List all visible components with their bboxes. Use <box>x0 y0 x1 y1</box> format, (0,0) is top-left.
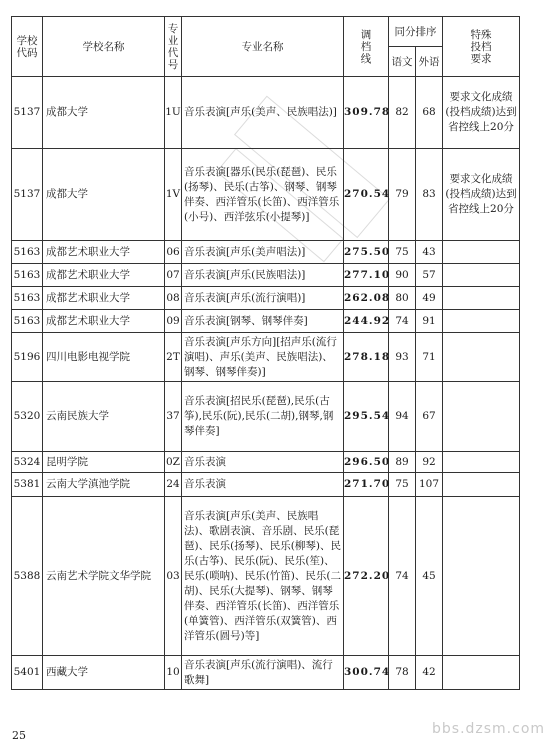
table-row <box>12 310 520 333</box>
cell-major-code: 03 <box>165 497 182 656</box>
cell-chinese-rank: 93 <box>389 333 416 382</box>
table-row <box>12 452 520 473</box>
cell-school-code: 5137 <box>12 149 43 241</box>
cell-major-code: 24 <box>165 473 182 497</box>
cell-major-name: 音乐表演[声乐方向][招声乐(流行演唱)、声乐(美声、民族唱法)、钢琴、钢琴伴奏)] <box>182 333 344 382</box>
cell-chinese-rank: 80 <box>389 287 416 310</box>
cell-school-code: 5163 <box>12 310 43 333</box>
cell-school-name: 成都艺术职业大学 <box>43 287 165 310</box>
table-row <box>12 149 520 241</box>
cell-requirement: 要求文化成绩(投档成绩)达到省控线上20分 <box>443 77 520 149</box>
cell-school-name: 成都艺术职业大学 <box>43 241 165 264</box>
cell-school-code: 5388 <box>12 497 43 656</box>
cell-major-code: 1U <box>165 77 182 149</box>
table-row <box>12 656 520 690</box>
cell-school-code: 5381 <box>12 473 43 497</box>
cell-cutoff-score: 296.50 <box>344 452 389 473</box>
cell-chinese-rank: 75 <box>389 473 416 497</box>
cell-major-code: 07 <box>165 264 182 287</box>
cell-cutoff-score: 244.92 <box>344 310 389 333</box>
header-foreign: 外语 <box>416 47 443 77</box>
cell-major-name: 音乐表演 <box>182 452 344 473</box>
cell-cutoff-score: 277.10 <box>344 264 389 287</box>
page-number: 25 <box>12 729 26 742</box>
cell-school-code: 5320 <box>12 382 43 452</box>
cell-major-code: 37 <box>165 382 182 452</box>
admission-table <box>11 16 520 690</box>
cell-major-name: 音乐表演[声乐(美声唱法)] <box>182 241 344 264</box>
cell-chinese-rank: 79 <box>389 149 416 241</box>
cell-major-code: 08 <box>165 287 182 310</box>
header-school-name: 学校名称 <box>43 17 165 77</box>
cell-school-name: 云南艺术学院文华学院 <box>43 497 165 656</box>
table-body <box>12 77 520 690</box>
cell-requirement <box>443 310 520 333</box>
cell-requirement <box>443 241 520 264</box>
cell-major-name: 音乐表演[声乐(流行演唱)] <box>182 287 344 310</box>
cell-foreign-rank: 107 <box>416 473 443 497</box>
header-tie-rank: 同分排序 <box>389 17 443 47</box>
cell-major-code: 10 <box>165 656 182 690</box>
cell-foreign-rank: 83 <box>416 149 443 241</box>
table-row <box>12 497 520 656</box>
table-row <box>12 241 520 264</box>
cell-requirement <box>443 656 520 690</box>
cell-major-name: 音乐表演[声乐(民族唱法)] <box>182 264 344 287</box>
cell-cutoff-score: 309.78 <box>344 77 389 149</box>
cell-cutoff-score: 262.08 <box>344 287 389 310</box>
cell-requirement <box>443 452 520 473</box>
cell-chinese-rank: 75 <box>389 241 416 264</box>
cell-foreign-rank: 91 <box>416 310 443 333</box>
cell-school-code: 5163 <box>12 264 43 287</box>
cell-major-code: 2T <box>165 333 182 382</box>
cell-school-code: 5401 <box>12 656 43 690</box>
cell-school-code: 5324 <box>12 452 43 473</box>
cell-chinese-rank: 82 <box>389 77 416 149</box>
header-chinese: 语文 <box>389 47 416 77</box>
cell-foreign-rank: 42 <box>416 656 443 690</box>
cell-cutoff-score: 278.18 <box>344 333 389 382</box>
table-row <box>12 287 520 310</box>
cell-major-name: 音乐表演[声乐(美声、民族唱法)、歌剧表演、音乐剧、民乐(琵琶)、民乐(扬琴)、民乐(柳琴)、民乐(古筝)、民乐(阮)、民乐(笙)、民乐(唢呐)、民乐(竹笛)、民乐(二胡)、民乐(大提琴)、钢琴、钢琴伴奏、西洋管乐(长笛)、西洋管乐(单簧管)、西洋管乐(双簧管)、西洋管乐(圆号)等] <box>182 497 344 656</box>
cell-cutoff-score: 270.54 <box>344 149 389 241</box>
cell-school-code: 5163 <box>12 241 43 264</box>
cell-cutoff-score: 275.50 <box>344 241 389 264</box>
cell-major-code: 0Z <box>165 452 182 473</box>
table-row <box>12 264 520 287</box>
cell-cutoff-score: 300.74 <box>344 656 389 690</box>
cell-requirement <box>443 264 520 287</box>
cell-foreign-rank: 68 <box>416 77 443 149</box>
cell-chinese-rank: 74 <box>389 497 416 656</box>
cell-foreign-rank: 57 <box>416 264 443 287</box>
cell-chinese-rank: 89 <box>389 452 416 473</box>
cell-foreign-rank: 43 <box>416 241 443 264</box>
cell-foreign-rank: 67 <box>416 382 443 452</box>
header-cutoff: 调档线 <box>344 17 389 77</box>
cell-requirement <box>443 333 520 382</box>
cell-requirement <box>443 497 520 656</box>
cell-chinese-rank: 74 <box>389 310 416 333</box>
cell-major-code: 09 <box>165 310 182 333</box>
footer-watermark: bbs.dzsm.com <box>432 721 545 737</box>
cell-requirement <box>443 473 520 497</box>
cell-school-code: 5196 <box>12 333 43 382</box>
header-major-name: 专业名称 <box>182 17 344 77</box>
cell-foreign-rank: 45 <box>416 497 443 656</box>
cell-foreign-rank: 49 <box>416 287 443 310</box>
cell-cutoff-score: 271.70 <box>344 473 389 497</box>
cell-school-name: 成都艺术职业大学 <box>43 310 165 333</box>
table-row <box>12 473 520 497</box>
cell-major-code: 1V <box>165 149 182 241</box>
cell-major-name: 音乐表演[声乐(美声、民族唱法)] <box>182 77 344 149</box>
cell-school-name: 云南民族大学 <box>43 382 165 452</box>
header-major-code: 专业代号 <box>165 17 182 77</box>
cell-foreign-rank: 71 <box>416 333 443 382</box>
cell-school-name: 四川电影电视学院 <box>43 333 165 382</box>
cell-major-name: 音乐表演[器乐(民乐(琵琶)、民乐(扬琴)、民乐(古筝)、钢琴、钢琴伴奏、西洋管乐(长笛)、西洋管乐(小号)、西洋弦乐(小提琴)] <box>182 149 344 241</box>
cell-cutoff-score: 295.54 <box>344 382 389 452</box>
cell-cutoff-score: 272.20 <box>344 497 389 656</box>
table-row <box>12 382 520 452</box>
table-row <box>12 77 520 149</box>
cell-major-name: 音乐表演[招民乐(琵琶),民乐(古筝),民乐(阮),民乐(二胡),钢琴,钢琴伴奏] <box>182 382 344 452</box>
cell-school-code: 5163 <box>12 287 43 310</box>
cell-major-name: 音乐表演[声乐(流行演唱)、流行歌舞] <box>182 656 344 690</box>
cell-chinese-rank: 94 <box>389 382 416 452</box>
cell-foreign-rank: 92 <box>416 452 443 473</box>
cell-school-name: 成都艺术职业大学 <box>43 264 165 287</box>
cell-school-name: 成都大学 <box>43 77 165 149</box>
cell-major-name: 音乐表演 <box>182 473 344 497</box>
cell-requirement <box>443 382 520 452</box>
cell-chinese-rank: 90 <box>389 264 416 287</box>
cell-school-name: 云南大学滇池学院 <box>43 473 165 497</box>
cell-school-name: 西藏大学 <box>43 656 165 690</box>
cell-major-code: 06 <box>165 241 182 264</box>
cell-school-code: 5137 <box>12 77 43 149</box>
cell-major-name: 音乐表演[钢琴、钢琴伴奏] <box>182 310 344 333</box>
cell-requirement: 要求文化成绩(投档成绩)达到省控线上20分 <box>443 149 520 241</box>
table-row <box>12 333 520 382</box>
cell-chinese-rank: 78 <box>389 656 416 690</box>
header-school-code: 学校代码 <box>12 17 43 77</box>
cell-school-name: 成都大学 <box>43 149 165 241</box>
cell-requirement <box>443 287 520 310</box>
cell-school-name: 昆明学院 <box>43 452 165 473</box>
header-special: 特殊投档要求 <box>443 17 520 77</box>
